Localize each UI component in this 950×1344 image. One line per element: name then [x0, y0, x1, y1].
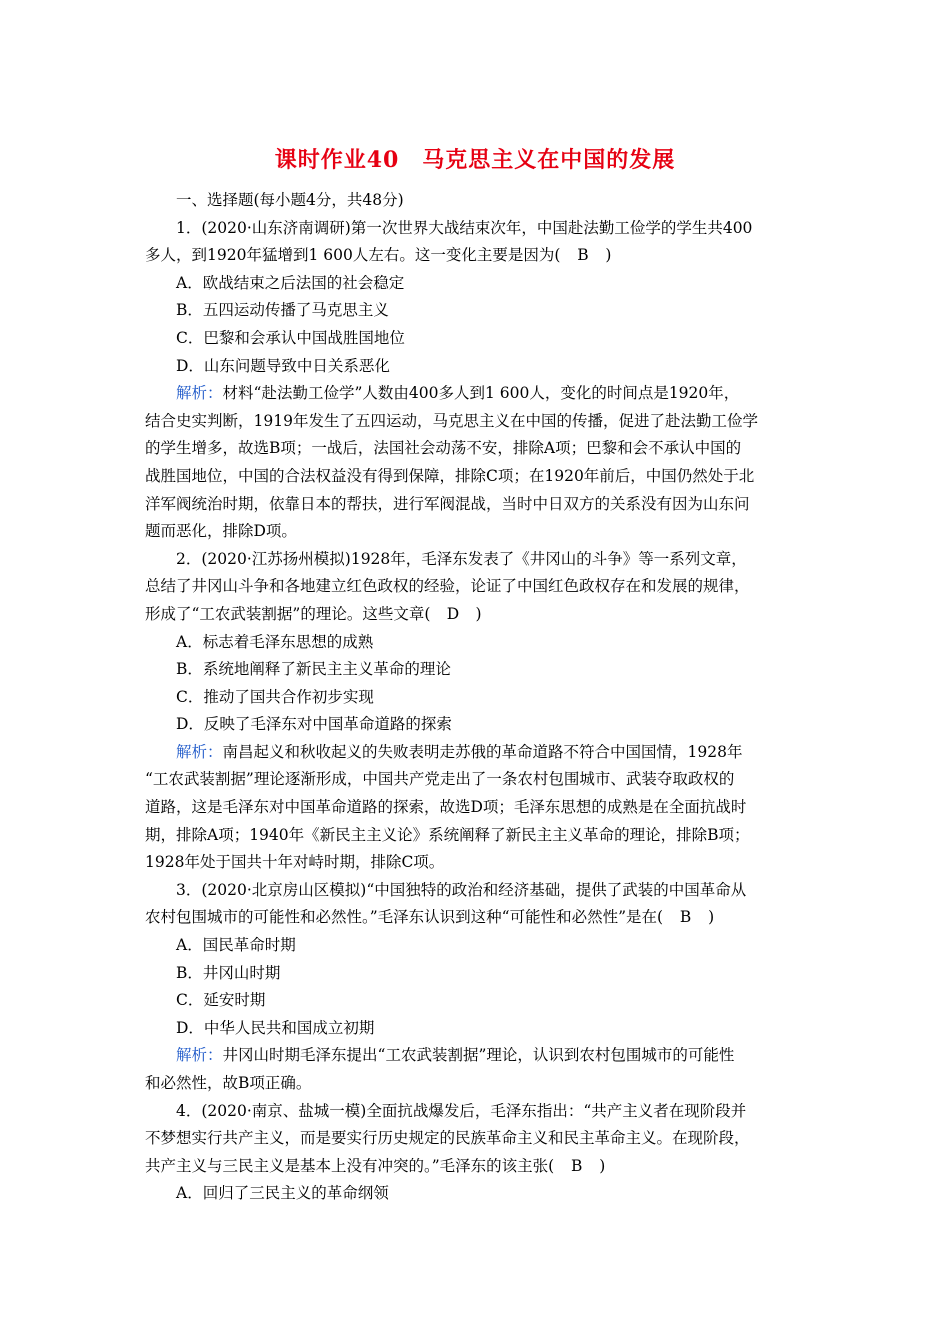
page-title: 课时作业40 马克思主义在中国的发展 — [274, 147, 676, 173]
option-d: D．反映了毛泽东对中国革命道路的探索 — [176, 715, 452, 734]
question-stem-line: 2．(2020·江苏扬州模拟)1928年，毛泽东发表了《井冈山的斗争》等一系列文章， — [176, 549, 747, 568]
option-c: C．延安时期 — [176, 991, 266, 1010]
option-b: B．五四运动传播了马克思主义 — [176, 301, 389, 320]
analysis-line: 解析：井冈山时期毛泽东提出“工农武装割据”理论，认识到农村包围城市的可能性 — [176, 1046, 735, 1065]
answer-letter: B — [679, 908, 692, 927]
section-heading: 一、选择题(每小题4分，共48分) — [176, 191, 404, 209]
analysis-line: 解析：材料“赴法勤工俭学”人数由400多人到1 600人，变化的时间点是1920年， — [176, 384, 740, 403]
answer-letter: B — [571, 1156, 583, 1175]
question-stem-line: 总结了井冈山斗争和各地建立红色政权的经验，论证了中国红色政权存在和发展的规律， — [145, 577, 750, 596]
option-b: B．系统地阐释了新民主主义革命的理论 — [176, 660, 451, 679]
question-4 — [145, 1098, 811, 1208]
question-stem-line: 共产主义与三民主义是基本上没有冲突的。”毛泽东的该主张( B ) — [145, 1153, 811, 1181]
option-a: A．标志着毛泽东思想的成熟 — [176, 632, 374, 651]
option-c: C．巴黎和会承认中国战胜国地位 — [176, 328, 405, 347]
answer-letter: B — [577, 246, 589, 265]
option-d: D．山东问题导致中日关系恶化 — [176, 356, 390, 375]
analysis-line: 1928年处于国共十年对峙时期，排除C项。 — [145, 853, 445, 872]
analysis-label: 解析： — [176, 1046, 223, 1065]
analysis-line: 战胜国地位，中国的合法权益没有得到保障，排除C项；在1920年前后，中国仍然处于北 — [145, 466, 755, 485]
analysis-label: 解析： — [176, 742, 223, 761]
analysis-line: 结合史实判断，1919年发生了五四运动，马克思主义在中国的传播，促进了赴法勤工俭学 — [145, 411, 758, 430]
question-1 — [145, 215, 811, 546]
option-c: C．推动了国共合作初步实现 — [176, 687, 374, 706]
question-stem-line: 形成了“工农武装割据”的理论。这些文章( D ) — [145, 601, 811, 629]
analysis-line: 的学生增多，故选B项；一战后，法国社会动荡不安，排除A项；巴黎和会不承认中国的 — [145, 439, 742, 458]
analysis-line: 道路，这是毛泽东对中国革命道路的探索，故选D项；毛泽东思想的成熟是在全面抗战时 — [145, 798, 747, 817]
question-3 — [145, 877, 811, 1098]
question-2 — [145, 546, 811, 877]
option-d: D．中华人民共和国成立初期 — [176, 1018, 375, 1037]
option-b: B．井冈山时期 — [176, 963, 281, 982]
analysis-line: 题而恶化，排除D项。 — [145, 522, 297, 541]
option-a: A．回归了三民主义的革命纲领 — [176, 1184, 389, 1203]
analysis-line: “工农武装割据”理论逐渐形成，中国共产党走出了一条农村包围城市、武装夺取政权的 — [145, 770, 735, 789]
question-stem-line: 农村包围城市的可能性和必然性。”毛泽东认识到这种“可能性和必然性”是在( B ) — [145, 904, 811, 932]
question-stem-line: 不梦想实行共产主义，而是要实行历史规定的民族革命主义和民主革命主义。在现阶段， — [145, 1129, 750, 1148]
option-a: A．欧战结束之后法国的社会稳定 — [176, 273, 405, 292]
analysis-line: 和必然性，故B项正确。 — [145, 1074, 312, 1092]
question-stem-line: 4．(2020·南京、盐城一模)全面抗战爆发后，毛泽东指出：“共产主义者在现阶段并 — [176, 1101, 747, 1120]
question-stem-line: 3．(2020·北京房山区模拟)“中国独特的政治和经济基础，提供了武装的中国革命从 — [176, 880, 747, 899]
analysis-line: 期，排除A项；1940年《新民主主义论》系统阐释了新民主主义革命的理论，排除B项； — [145, 825, 750, 844]
option-a: A．国民革命时期 — [176, 936, 296, 955]
analysis-line: 解析：南昌起义和秋收起义的失败表明走苏俄的革命道路不符合中国国情，1928年 — [176, 742, 743, 761]
analysis-line: 洋军阀统治时期，依靠日本的帮扶，进行军阀混战，当时中日双方的关系没有因为山东问 — [145, 494, 750, 513]
worksheet-content — [145, 187, 811, 1208]
answer-letter: D — [446, 604, 460, 623]
question-stem-line: 多人，到1920年猛增到1 600人左右。这一变化主要是因为( B ) — [145, 242, 811, 270]
analysis-label: 解析： — [176, 384, 223, 403]
question-stem-line: 1．(2020·山东济南调研)第一次世界大战结束次年，中国赴法勤工俭学的学生共400 — [176, 218, 753, 237]
